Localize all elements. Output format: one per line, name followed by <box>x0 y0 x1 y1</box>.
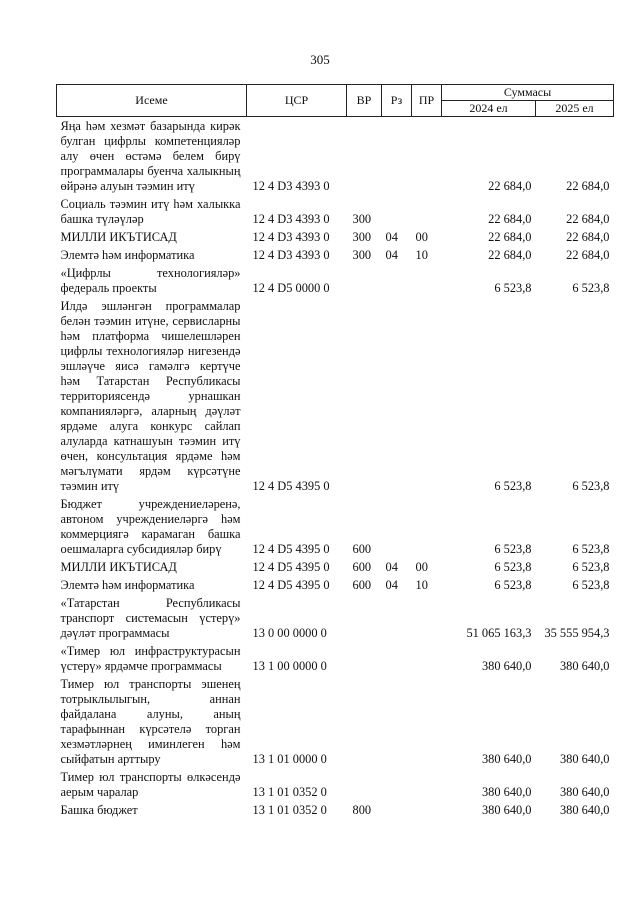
row-vr <box>347 117 382 198</box>
header-pr: ПР <box>412 85 442 117</box>
row-name: МИЛЛИ ИКЪТИСАД <box>60 560 177 574</box>
row-rz: 04 <box>385 560 398 574</box>
row-sum-2025: 380 640,0 <box>559 659 610 673</box>
table-row <box>57 248 614 266</box>
row-name: Башка бюджет <box>60 803 138 817</box>
table-row <box>57 266 614 299</box>
header-vr: ВР <box>347 85 382 117</box>
row-name: Яңа һәм хезмәт базарында кирәк булган цифрлы компетенцияләр алу өчен өстәмә белем бирү программалары буенча халыкның өйрәнә алуын тәэмин итү <box>60 119 241 193</box>
table-row <box>57 117 614 198</box>
table-row <box>57 230 614 248</box>
row-csr: 13 1 00 0000 0 <box>252 659 327 673</box>
row-sum-2025: 6 523,8 <box>572 560 610 574</box>
row-pr: 00 <box>415 560 428 574</box>
row-csr: 12 4 D5 4395 0 <box>252 578 330 592</box>
row-csr: 12 4 D5 4395 0 <box>252 542 330 556</box>
row-rz <box>382 644 412 677</box>
row-rz <box>382 497 412 560</box>
row-sum-2025: 6 523,8 <box>572 479 610 493</box>
budget-table <box>56 84 614 821</box>
row-sum-2024: 380 640,0 <box>481 785 532 799</box>
row-csr: 13 1 01 0352 0 <box>252 785 327 799</box>
table-row <box>57 560 614 578</box>
table-row <box>57 803 614 821</box>
row-sum-2024: 22 684,0 <box>488 212 532 226</box>
row-csr: 13 1 01 0000 0 <box>252 752 327 766</box>
row-sum-2025: 380 640,0 <box>559 803 610 817</box>
header-name: Исеме <box>57 85 247 117</box>
row-name: Илдә эшләнгән программалар белән тәэмин итүне, сервисларны һәм платформа чишелешләрен цифрлы технологияләр нигезендә эшләүче яисә гамәлгә кертүче һәм Татарстан Республикасы территориясендә урнашкан компанияләргә, аларның дәүләт ярдәме алуга конкурс сайлап алуларда катнашуын тәэмин итү өчен, консультация ярдәме һәм мәгълүмати ярдәм күрсәтүне тәэмин итү <box>60 299 241 493</box>
row-sum-2024: 380 640,0 <box>481 803 532 817</box>
row-pr <box>412 677 442 770</box>
page-number: 305 <box>310 52 330 67</box>
row-pr <box>412 497 442 560</box>
row-rz <box>382 803 412 821</box>
row-csr: 12 4 D5 0000 0 <box>252 281 330 295</box>
header-sums: Суммасы <box>442 85 614 101</box>
row-name: Элемтә һәм информатика <box>60 578 195 592</box>
row-vr <box>347 266 382 299</box>
row-vr: 600 <box>352 542 372 556</box>
row-name: Социаль тәэмин итү һәм халыкка башка түләүләр <box>60 197 241 226</box>
row-rz <box>382 266 412 299</box>
header-year-2025: 2025 ел <box>536 101 614 117</box>
row-rz: 04 <box>385 230 398 244</box>
table-row <box>57 197 614 230</box>
table-row <box>57 578 614 596</box>
row-pr: 00 <box>415 230 428 244</box>
row-sum-2025: 22 684,0 <box>566 230 610 244</box>
row-rz <box>382 596 412 644</box>
row-csr: 12 4 D3 4393 0 <box>252 248 330 262</box>
row-csr: 12 4 D5 4395 0 <box>252 479 330 493</box>
row-sum-2024: 380 640,0 <box>481 659 532 673</box>
header-rz: Рз <box>382 85 412 117</box>
row-csr: 13 0 00 0000 0 <box>252 626 327 640</box>
row-vr: 300 <box>352 212 372 226</box>
row-pr <box>412 770 442 803</box>
row-sum-2025: 6 523,8 <box>572 578 610 592</box>
table-row <box>57 677 614 770</box>
row-sum-2025: 6 523,8 <box>572 542 610 556</box>
row-sum-2025: 380 640,0 <box>559 785 610 799</box>
row-csr: 12 4 D3 4393 0 <box>252 179 330 193</box>
row-sum-2024: 6 523,8 <box>494 542 532 556</box>
header-year-2024: 2024 ел <box>442 101 536 117</box>
row-rz <box>382 117 412 198</box>
row-vr <box>347 770 382 803</box>
row-pr <box>412 644 442 677</box>
row-pr <box>412 117 442 198</box>
row-sum-2025: 6 523,8 <box>572 281 610 295</box>
row-rz: 04 <box>385 248 398 262</box>
row-sum-2024: 6 523,8 <box>494 281 532 295</box>
row-pr <box>412 596 442 644</box>
row-vr <box>347 299 382 497</box>
row-csr: 12 4 D5 4395 0 <box>252 560 330 574</box>
row-rz <box>382 197 412 230</box>
row-sum-2024: 380 640,0 <box>481 752 532 766</box>
table-row <box>57 299 614 497</box>
row-pr <box>412 299 442 497</box>
row-csr: 13 1 01 0352 0 <box>252 803 327 817</box>
row-name: Элемтә һәм информатика <box>60 248 195 262</box>
row-rz: 04 <box>385 578 398 592</box>
row-rz <box>382 299 412 497</box>
row-name: Бюджет учреждениеләренә, автоном учреждениеләргә һәм коммерциягә карамаган башка оешмаларга субсидияләр бирү <box>60 497 241 556</box>
row-sum-2024: 6 523,8 <box>494 479 532 493</box>
row-pr <box>412 197 442 230</box>
row-name: «Татарстан Республикасы транспорт системасын үстерү» дәүләт программасы <box>60 596 241 640</box>
row-sum-2025: 22 684,0 <box>566 248 610 262</box>
row-vr <box>347 596 382 644</box>
row-name: «Тимер юл инфраструктурасын үстерү» ярдәмче программасы <box>60 644 241 673</box>
row-name: МИЛЛИ ИКЪТИСАД <box>60 230 177 244</box>
row-name: Тимер юл транспорты эшенең тотрыклылыгын, аннан файдалана алуны, аның тарафыннан күрсәтелә торган хезмәтләрнең иминлеген һәм сыйфатын арттыру <box>60 677 241 766</box>
row-pr: 10 <box>415 578 428 592</box>
table-body <box>57 117 614 822</box>
row-sum-2024: 22 684,0 <box>488 248 532 262</box>
row-pr <box>412 803 442 821</box>
row-sum-2024: 6 523,8 <box>494 578 532 592</box>
row-name: «Цифрлы технологияләр» федераль проекты <box>60 266 241 295</box>
table-row <box>57 644 614 677</box>
row-vr: 300 <box>352 248 372 262</box>
row-pr: 10 <box>415 248 428 262</box>
row-vr: 800 <box>352 803 372 817</box>
row-vr <box>347 677 382 770</box>
row-rz <box>382 677 412 770</box>
row-name: Тимер юл транспорты өлкәсендә аерым чаралар <box>60 770 241 799</box>
row-rz <box>382 770 412 803</box>
row-sum-2025: 22 684,0 <box>566 179 610 193</box>
row-vr <box>347 644 382 677</box>
row-sum-2025: 35 555 954,3 <box>544 626 610 640</box>
header-csr: ЦСР <box>247 85 347 117</box>
table-row <box>57 497 614 560</box>
row-sum-2024: 51 065 163,3 <box>466 626 532 640</box>
row-csr: 12 4 D3 4393 0 <box>252 230 330 244</box>
row-pr <box>412 266 442 299</box>
row-vr: 300 <box>352 230 372 244</box>
row-sum-2024: 22 684,0 <box>488 230 532 244</box>
row-csr: 12 4 D3 4393 0 <box>252 212 330 226</box>
row-sum-2025: 380 640,0 <box>559 752 610 766</box>
row-vr: 600 <box>352 560 372 574</box>
row-sum-2025: 22 684,0 <box>566 212 610 226</box>
table-row <box>57 596 614 644</box>
row-sum-2024: 6 523,8 <box>494 560 532 574</box>
row-sum-2024: 22 684,0 <box>488 179 532 193</box>
row-vr: 600 <box>352 578 372 592</box>
table-row <box>57 770 614 803</box>
